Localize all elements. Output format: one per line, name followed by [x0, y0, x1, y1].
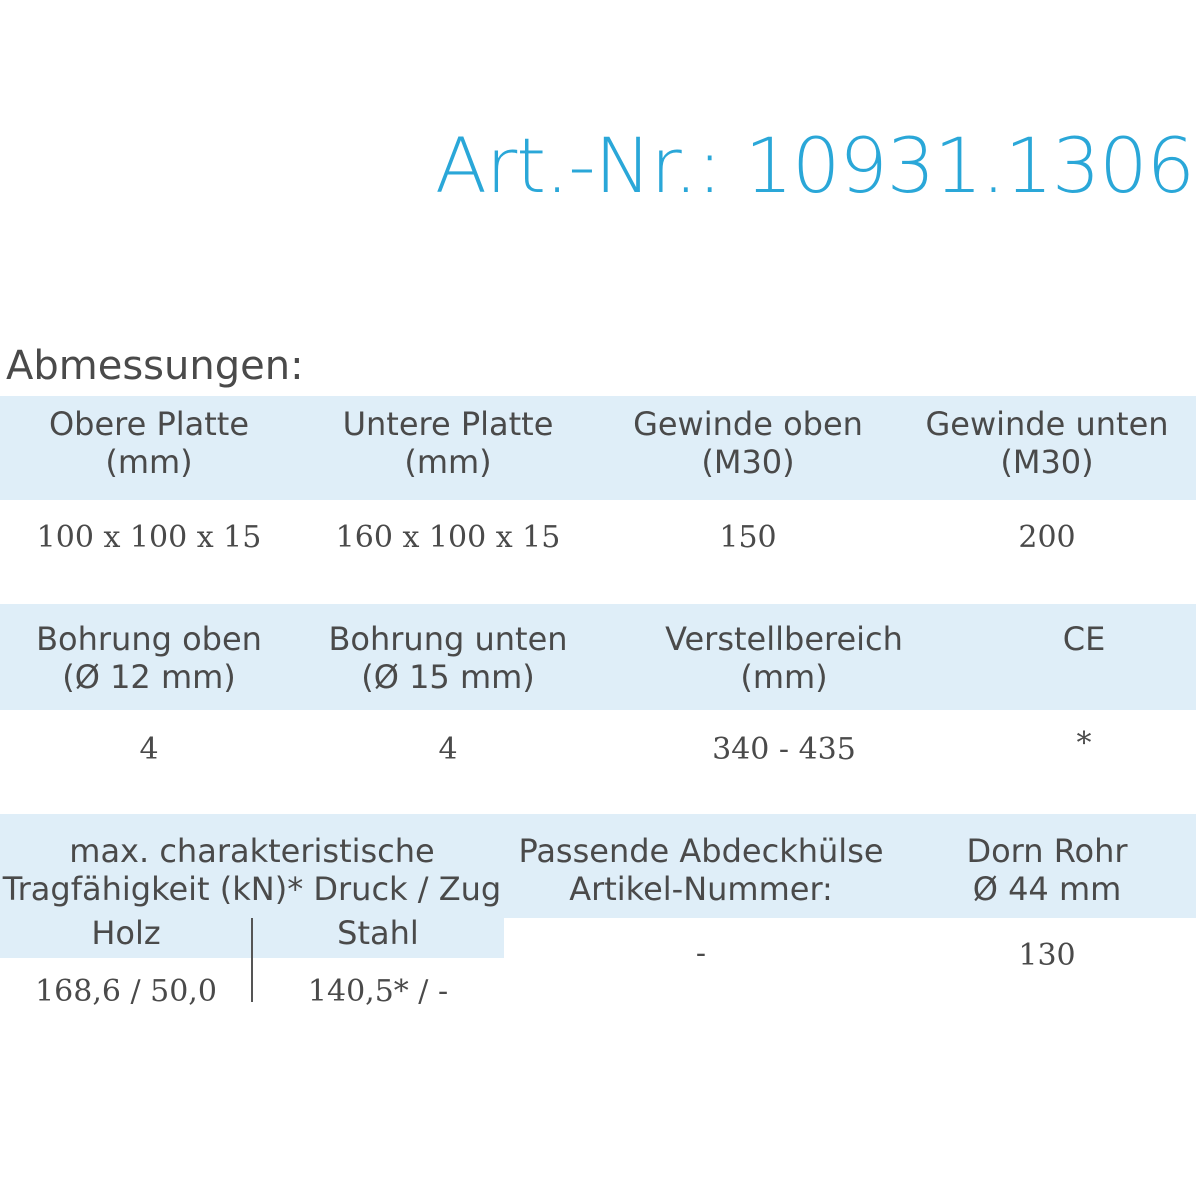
table3-cover-line2: Artikel-Nummer:	[569, 870, 833, 908]
table3-mandrel-line1: Dorn Rohr	[966, 832, 1128, 870]
table3-capacity-line1: max. charakteristische	[69, 832, 435, 870]
table1-value-gewinde-oben: 150	[719, 520, 777, 555]
table1-value-gewinde-unten: 200	[1018, 520, 1076, 555]
table1-header-2-line2: (mm)	[404, 443, 492, 481]
table1-value-untere-platte: 160 x 100 x 15	[335, 520, 561, 555]
table1-header-2-line1: Untere Platte	[342, 405, 554, 443]
table1-value-obere-platte: 100 x 100 x 15	[36, 520, 262, 555]
table1-header-3-line2: (M30)	[701, 443, 795, 481]
table2-value-bohrung-oben: 4	[139, 732, 159, 767]
table1-header-1-line1: Obere Platte	[48, 405, 250, 443]
table2-header-3-line2: (mm)	[740, 658, 828, 696]
table2-value-verstellbereich: 340 - 435	[712, 732, 856, 767]
table1-header-4-line1: Gewinde unten	[925, 405, 1169, 443]
table3-header-cover	[504, 832, 898, 908]
table2-header-verstellbereich	[634, 620, 934, 696]
table3-value-stahl: 140,5* / -	[307, 974, 449, 1009]
table2-header-1-line1: Bohrung oben	[36, 620, 262, 658]
table1-header-gewinde-unten	[898, 405, 1196, 481]
table1-header-1-line2: (mm)	[105, 443, 193, 481]
table2-header-ce	[934, 620, 1200, 658]
table3-capacity-line2: Tragfähigkeit (kN)* Druck / Zug	[2, 870, 502, 908]
table3-value-holz: 168,6 / 50,0	[35, 974, 217, 1009]
table2-value-bohrung-unten: 4	[438, 732, 458, 767]
table2-header-2-line1: Bohrung unten	[328, 620, 568, 658]
table3-subheader-stahl: Stahl	[337, 914, 419, 952]
table3-mandrel-line2: Ø 44 mm	[972, 870, 1122, 908]
table1-header-untere-platte	[298, 405, 598, 481]
table2-header-3-line1: Verstellbereich	[665, 620, 903, 658]
table3-header-mandrel	[898, 832, 1196, 908]
article-number: Art.-Nr.: 10931.1306	[435, 121, 1194, 210]
table3-subheader-holz: Holz	[91, 914, 161, 952]
table3-value-mandrel: 130	[1018, 938, 1076, 973]
table3-value-cover: -	[695, 936, 707, 971]
table1-header-obere-platte	[0, 405, 298, 481]
table2-header-2-line2: (Ø 15 mm)	[361, 658, 535, 696]
table2-header-bohrung-unten	[298, 620, 598, 696]
table2-value-ce: *	[1076, 726, 1092, 761]
table3-cover-line1: Passende Abdeckhülse	[518, 832, 884, 870]
table1-header-4-line2: (M30)	[1000, 443, 1094, 481]
table1-header-gewinde-oben	[598, 405, 898, 481]
table2-header-bohrung-oben	[0, 620, 298, 696]
table1-header-3-line1: Gewinde oben	[633, 405, 863, 443]
table3-header-capacity	[0, 832, 504, 908]
section-title: Abmessungen:	[6, 343, 304, 389]
table2-header-4-line1: CE	[1062, 620, 1106, 658]
table2-header-1-line2: (Ø 12 mm)	[62, 658, 236, 696]
